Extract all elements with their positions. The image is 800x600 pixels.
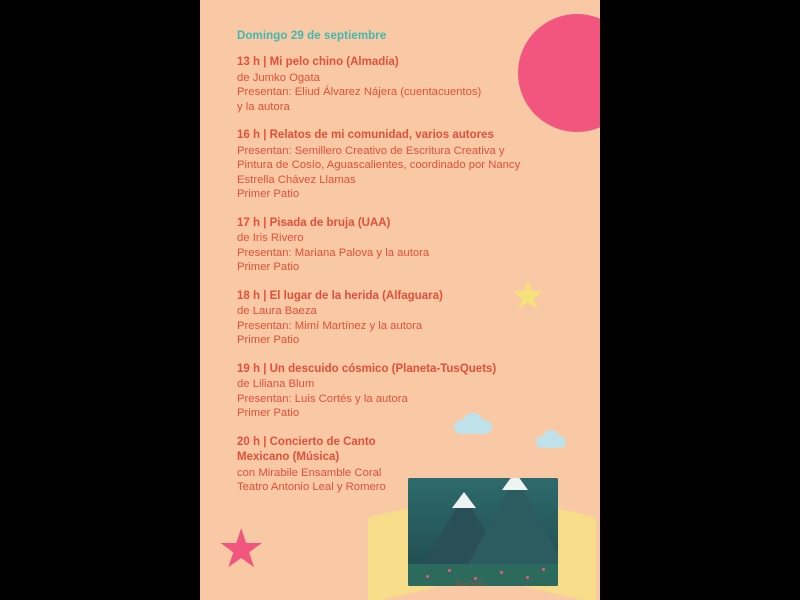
event-venue: Primer Patio [237, 261, 300, 273]
book-scene [408, 478, 558, 586]
event-title: 19 h | Un descuido cósmico (Planeta-TusQuets) [237, 362, 497, 375]
event-detail: Pintura de Cosío, Aguascalientes, coordinado por Nancy [237, 159, 521, 171]
book-illustration [350, 410, 600, 600]
pink-star-icon: ★ [217, 519, 266, 579]
event-detail: Presentan: Luis Cortés y la autora [237, 392, 408, 405]
event-title: 16 h | Relatos de mi comunidad, varios autores [237, 129, 494, 141]
event-title: 13 h | Mi pelo chino (Almadía) [237, 56, 399, 68]
flower-dot [426, 575, 429, 578]
yellow-star-icon: ★ [510, 274, 546, 318]
snow-cap-left [452, 492, 476, 508]
event-detail: Presentan: Mariana Palova y la autora [237, 246, 430, 259]
event-item [237, 289, 567, 348]
event-detail: Presentan: Semillero Creativo de Escritura Creativa y [237, 144, 505, 157]
flower-dot [526, 576, 529, 579]
event-detail: Presentan: Mimí Martínez y la autora [237, 319, 423, 332]
event-venue: Primer Patio [237, 334, 300, 346]
event-item [237, 216, 567, 275]
date-heading: Domingo 29 de septiembre [237, 30, 387, 42]
event-venue: Teatro Antonio Leal y Romero [237, 481, 386, 493]
artist-signature: Rochelo [455, 578, 485, 588]
cloud-icon [454, 420, 492, 434]
flower-dot [500, 571, 503, 574]
mountain-right [466, 478, 558, 568]
event-detail: Presentan: Eliud Álvarez Nájera (cuentacuentos) [237, 86, 482, 98]
event-title: 18 h | El lugar de la herida (Alfaguara) [237, 289, 443, 302]
event-detail: de Laura Baeza [237, 305, 317, 317]
event-detail: con Mirabile Ensamble Coral [237, 466, 382, 479]
event-title: 17 h | Pisada de bruja (UAA) [237, 216, 391, 229]
snow-cap-right [502, 478, 528, 490]
event-detail: de Jumko Ogata [237, 71, 320, 84]
cloud-icon [536, 436, 566, 448]
event-title: 20 h | Concierto de Canto [237, 435, 376, 448]
poster-canvas [200, 0, 600, 600]
event-venue: Primer Patio [237, 407, 300, 419]
event-venue: Primer Patio [237, 188, 300, 200]
event-title-line2: Mexicano (Música) [237, 451, 340, 463]
event-detail: y la autora [237, 100, 290, 113]
flower-dot [542, 568, 545, 571]
event-item [237, 55, 567, 114]
event-detail: de Liliana Blum [237, 378, 315, 390]
flower-dot [448, 569, 451, 572]
event-detail: de Iris Rivero [237, 232, 304, 244]
event-detail: Estrella Chávez Llamas [237, 173, 356, 186]
event-item [237, 128, 567, 202]
